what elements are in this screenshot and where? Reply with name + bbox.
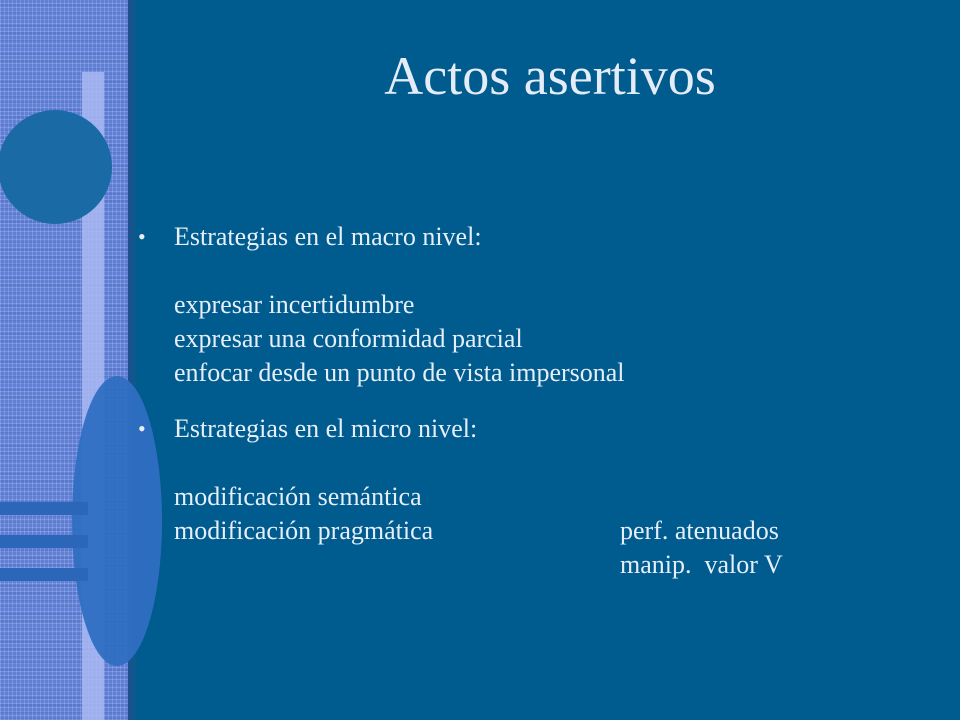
spacer	[174, 254, 938, 288]
slide-title: Actos asertivos	[384, 46, 716, 106]
table-cell: perf. atenuados	[620, 516, 779, 545]
table-cell: modificación pragmática	[174, 516, 434, 545]
list-item: modificación semántica	[174, 482, 422, 511]
section-heading: Estrategias en el micro nivel:	[174, 414, 478, 443]
list-item: expresar incertidumbre	[174, 290, 415, 319]
bullet-icon: •	[138, 224, 146, 249]
table-row	[174, 514, 938, 548]
decorative-bar	[0, 535, 88, 548]
section-heading: Estrategias en el macro nivel:	[174, 222, 482, 251]
list-item: expresar una conformidad parcial	[174, 324, 523, 353]
table-cell	[174, 548, 620, 582]
table-cell: manip. valor V	[620, 550, 783, 579]
decorative-circle	[0, 110, 112, 224]
spacer	[174, 446, 938, 480]
decorative-bar	[0, 502, 88, 515]
list-item: enfocar desde un punto de vista impersonal	[174, 358, 625, 387]
bullet-icon: •	[138, 416, 146, 441]
decorative-bar	[0, 568, 88, 581]
bullet-section-macro	[138, 220, 938, 390]
slide-content	[138, 220, 938, 582]
table-row	[174, 548, 938, 582]
bullet-section-micro	[138, 412, 938, 582]
